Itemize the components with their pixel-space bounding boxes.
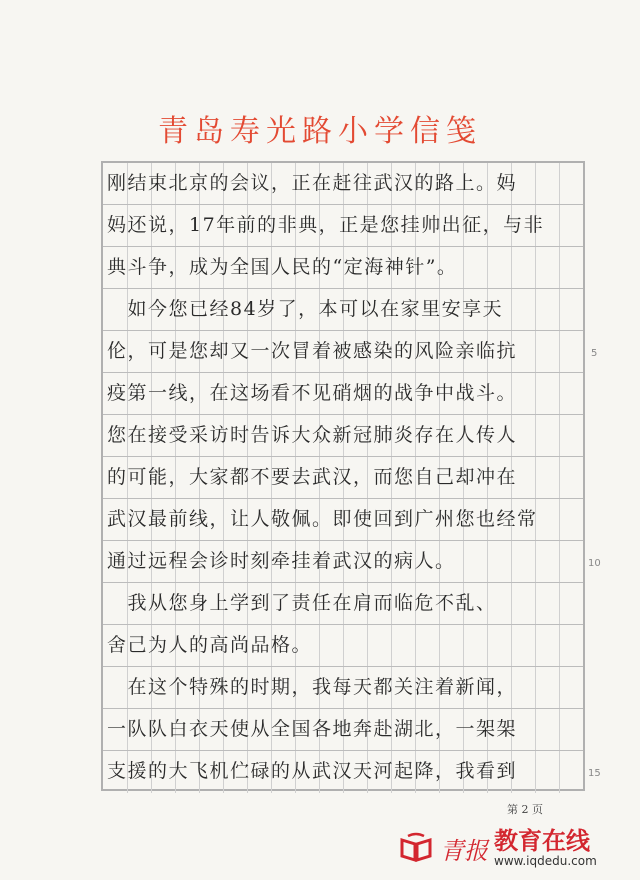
letter-line (103, 541, 583, 583)
letter-line (103, 247, 583, 289)
letter-line-text: 武汉最前线，让人敬佩。即使回到广州您也经常 (107, 508, 538, 530)
writing-grid (101, 161, 585, 791)
page-number: 第 2 页 (507, 803, 543, 816)
letter-line (103, 415, 583, 457)
cell-divider (487, 625, 488, 666)
cell-divider (511, 583, 512, 624)
cell-divider (535, 247, 536, 288)
cell-divider (487, 541, 488, 582)
cell-divider (535, 751, 536, 793)
letter-line (103, 709, 583, 751)
cell-divider (391, 625, 392, 666)
cell-divider (535, 583, 536, 624)
cell-divider (535, 541, 536, 582)
cell-divider (511, 625, 512, 666)
cell-divider (535, 163, 536, 204)
cell-divider (367, 625, 368, 666)
letterhead-title: 青岛寿光路小学信笺 (158, 114, 482, 149)
cell-divider (511, 289, 512, 330)
cell-divider (511, 541, 512, 582)
cell-divider (535, 625, 536, 666)
letter-line-text: 典斗争，成为全国人民的“定海神针”。 (107, 256, 458, 278)
letter-line (103, 163, 583, 205)
letter-line (103, 373, 583, 415)
letter-line-text: 妈还说，17年前的非典，正是您挂帅出征，与非 (107, 214, 545, 236)
cell-divider (439, 625, 440, 666)
watermark-url: www.iqdedu.com (494, 854, 597, 868)
cell-divider (535, 373, 536, 414)
letter-line (103, 625, 583, 667)
letter-line (103, 667, 583, 709)
letter-line-text: 伦，可是您却又一次冒着被感染的风险亲临抗 (107, 340, 518, 362)
letter-line (103, 205, 583, 247)
line-number-10: 10 (588, 558, 601, 569)
cell-divider (559, 163, 560, 204)
cell-divider (463, 625, 464, 666)
cell-divider (559, 625, 560, 666)
cell-divider (559, 541, 560, 582)
letter-line (103, 751, 583, 793)
cell-divider (535, 331, 536, 372)
cell-divider (535, 667, 536, 708)
letter-line (103, 583, 583, 625)
letter-line (103, 331, 583, 373)
cell-divider (463, 247, 464, 288)
cell-divider (559, 583, 560, 624)
watermark-title: 教育在线 (494, 827, 590, 855)
letter-line-text: 我从您身上学到了责任在肩而临危不乱、 (107, 592, 497, 614)
cell-divider (415, 625, 416, 666)
cell-divider (559, 247, 560, 288)
cell-divider (535, 289, 536, 330)
letter-line-text: 您在接受采访时告诉大众新冠肺炎存在人传人 (107, 424, 518, 446)
letter-line (103, 457, 583, 499)
cell-divider (319, 625, 320, 666)
letter-line-text: 的可能，大家都不要去武汉，而您自己却冲在 (107, 466, 518, 488)
cell-divider (559, 667, 560, 708)
cell-divider (535, 457, 536, 498)
watermark (398, 826, 597, 870)
cell-divider (463, 541, 464, 582)
cell-divider (559, 205, 560, 246)
cell-divider (559, 415, 560, 456)
cell-divider (535, 709, 536, 750)
cell-divider (559, 331, 560, 372)
cell-divider (559, 457, 560, 498)
cell-divider (535, 415, 536, 456)
cell-divider (559, 709, 560, 750)
cell-divider (559, 499, 560, 540)
cell-divider (559, 289, 560, 330)
cell-divider (487, 247, 488, 288)
letter-line-text: 一队队白衣天使从全国各地奔赴湖北，一架架 (107, 718, 518, 740)
line-number-15: 15 (588, 768, 601, 779)
cell-divider (511, 247, 512, 288)
letter-line-text: 通过远程会诊时刻牵挂着武汉的病人。 (107, 550, 456, 572)
cell-divider (559, 373, 560, 414)
letter-line-text: 支援的大飞机伫碌的从武汉天河起降，我看到 (107, 760, 518, 782)
watermark-brand: 青报 (440, 836, 488, 865)
letter-line (103, 289, 583, 331)
line-number-5: 5 (591, 348, 598, 359)
letter-line-text: 舍己为人的高尚品格。 (107, 634, 313, 656)
letter-line (103, 499, 583, 541)
cell-divider (559, 751, 560, 793)
cell-divider (343, 625, 344, 666)
letter-line-text: 疫第一线，在这场看不见硝烟的战争中战斗。 (107, 382, 518, 404)
letter-line-text: 刚结束北京的会议，正在赶往武汉的路上。妈 (107, 172, 518, 194)
book-logo-icon (398, 830, 434, 866)
letter-line-text: 在这个特殊的时期，我每天都关注着新闻， (107, 676, 518, 698)
letter-line-text: 如今您已经84岁了，本可以在家里安享天 (107, 298, 504, 320)
